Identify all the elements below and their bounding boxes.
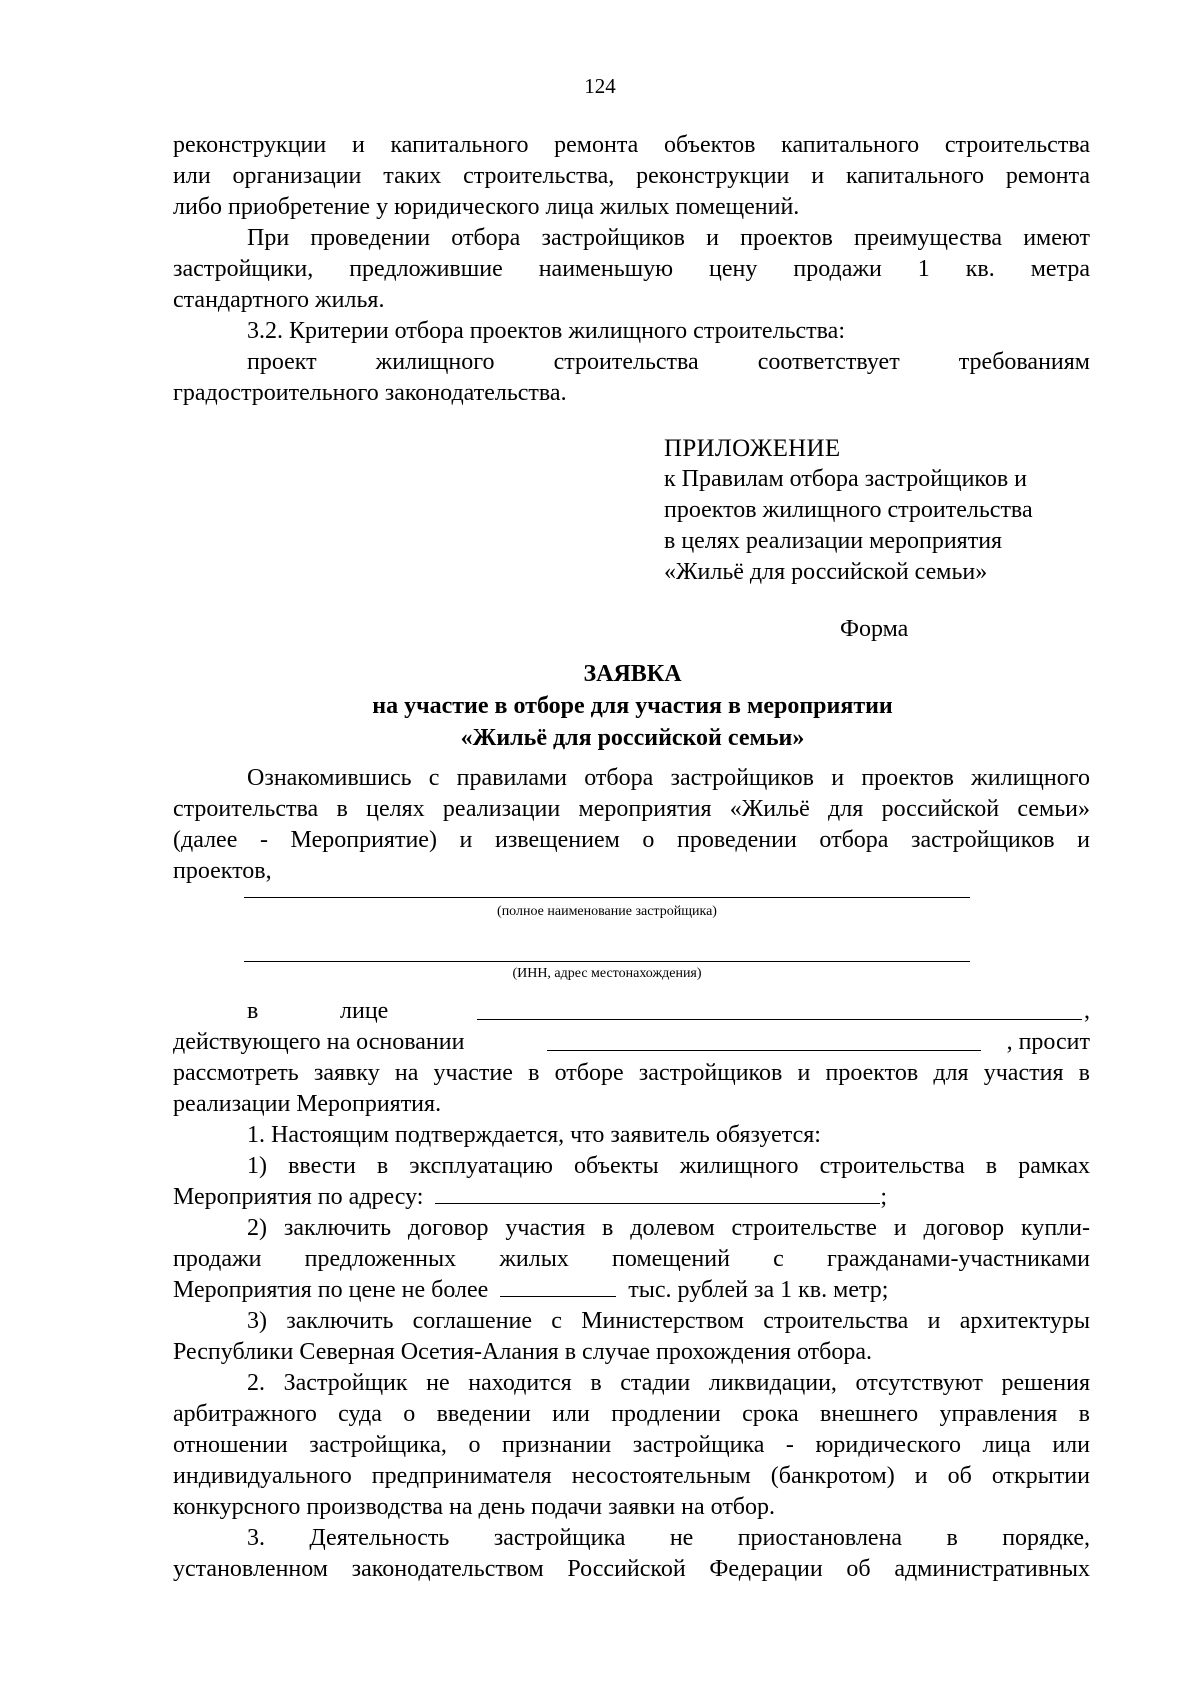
price-label: Мероприятия по цене не более — [173, 1277, 489, 1303]
developer-name-caption: (полное наименование застройщика) — [497, 904, 717, 919]
text-line: индивидуального предпринимателя несостоятельным (банкротом) и об открытии — [173, 1463, 1090, 1489]
comma: , — [1084, 998, 1090, 1024]
text-line: градостроительного законодательства. — [173, 380, 567, 406]
text-line: строительства в целях реализации мероприятия «Жильё для российской семьи» — [173, 796, 1090, 822]
acting-basis-label: действующего на основании — [173, 1029, 465, 1055]
address-field[interactable] — [435, 1202, 880, 1204]
application-title-block — [0, 658, 1200, 754]
application-subtitle: на участие в отборе для участия в мероприятии — [372, 693, 893, 719]
text-line: или организации таких строительства, реконструкции и капитального ремонта — [173, 163, 1090, 189]
obligation-price-line — [173, 1275, 1090, 1306]
word-lice: лице — [340, 998, 389, 1024]
advantage-paragraph — [173, 223, 1090, 316]
obligation-address-line — [173, 1182, 1090, 1213]
basis-document-field[interactable] — [547, 1049, 981, 1051]
text-line: рассмотреть заявку на участие в отборе застройщиков и проектов для участия в — [173, 1060, 1090, 1086]
representative-field[interactable] — [477, 1018, 1082, 1020]
text-line: арбитражного суда о введении или продлении срока внешнего управления в — [173, 1401, 1090, 1427]
text-line: проект жилищного строительства соответствует требованиям — [247, 349, 1090, 375]
word-v: в — [247, 998, 259, 1024]
obligations-paragraph — [173, 1120, 1090, 1368]
represented-by-line — [173, 996, 1090, 1027]
text-line: (далее - Мероприятие) и извещением о проведении отбора застройщиков и — [173, 827, 1090, 853]
appendix-title: ПРИЛОЖЕНИЕ — [664, 435, 841, 462]
text-line: стандартного жилья. — [173, 287, 385, 313]
text-line: установленном законодательством Российской Федерации об административных — [173, 1556, 1090, 1582]
text-line: реконструкции и капитального ремонта объектов капитального строительства — [173, 132, 1090, 158]
clause-3-paragraph — [173, 1523, 1090, 1585]
semicolon: ; — [880, 1184, 888, 1210]
application-subtitle: «Жильё для российской семьи» — [460, 725, 805, 751]
application-heading: ЗАЯВКА — [583, 661, 682, 687]
clause-2-paragraph — [173, 1368, 1090, 1523]
criteria-paragraph — [173, 316, 1090, 409]
text-line: конкурсного производства на день подачи заявки на отбор. — [173, 1494, 776, 1520]
requests-label: , просит — [1006, 1029, 1090, 1055]
price-field[interactable] — [500, 1295, 616, 1297]
appendix-line: «Жильё для российской семьи» — [664, 559, 988, 585]
obligation-item: 3) заключить соглашение с Министерством строительства и архитектуры — [247, 1308, 1090, 1334]
text-line: отношении застройщика, о признании застройщика - юридического лица или — [173, 1432, 1090, 1458]
text-line: 2. Застройщик не находится в стадии ликвидации, отсутствуют решения — [247, 1370, 1090, 1396]
text-line: Республики Северная Осетия-Алания в случае прохождения отбора. — [173, 1339, 872, 1365]
text-line: 3. Деятельность застройщика не приостановлена в порядке, — [247, 1525, 1090, 1551]
price-unit: тыс. рублей за 1 кв. метр; — [628, 1277, 889, 1303]
intro-paragraph — [173, 763, 1090, 887]
inn-address-field[interactable] — [244, 961, 970, 962]
appendix-line: проектов жилищного строительства — [664, 497, 1033, 523]
form-label: Форма — [840, 616, 909, 642]
text-line: либо приобретение у юридического лица жилых помещений. — [173, 194, 800, 220]
inn-address-caption: (ИНН, адрес местонахождения) — [512, 966, 702, 981]
text-line: реализации Мероприятия. — [173, 1091, 442, 1117]
text-line: проектов, — [173, 858, 272, 884]
text-line: При проведении отбора застройщиков и проектов преимущества имеют — [247, 225, 1090, 251]
appendix-block — [664, 433, 1033, 588]
obligations-intro: 1. Настоящим подтверждается, что заявитель обязуется: — [247, 1122, 821, 1148]
text-line: Ознакомившись с правилами отбора застройщиков и проектов жилищного — [247, 765, 1090, 791]
appendix-line: в целях реализации мероприятия — [664, 528, 1003, 554]
obligation-item: 1) ввести в эксплуатацию объекты жилищного строительства в рамках — [247, 1153, 1090, 1179]
top-paragraph — [173, 130, 1090, 223]
appendix-line: к Правилам отбора застройщиков и — [664, 466, 1028, 492]
text-line: продажи предложенных жилых помещений с гражданами-участниками — [173, 1246, 1090, 1272]
page-number: 124 — [584, 74, 616, 98]
represented-by-paragraph — [173, 996, 1090, 1120]
acting-basis-line — [173, 1027, 1090, 1058]
criteria-heading: 3.2. Критерии отбора проектов жилищного строительства: — [247, 318, 845, 344]
address-label: Мероприятия по адресу: — [173, 1184, 424, 1210]
obligation-item: 2) заключить договор участия в долевом строительстве и договор купли- — [247, 1215, 1090, 1241]
developer-name-field[interactable] — [244, 897, 970, 898]
text-line: застройщики, предложившие наименьшую цену продажи 1 кв. метра — [173, 256, 1090, 282]
